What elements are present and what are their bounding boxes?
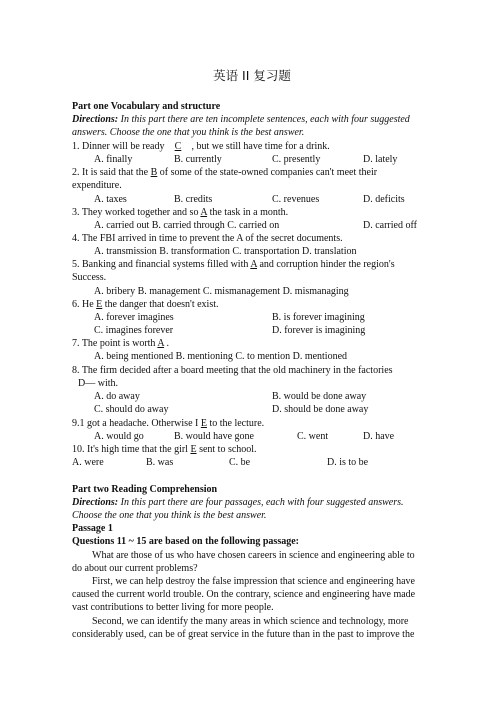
question-2-option-d: D. deficits [363, 194, 405, 205]
question-10-option-a: A. were [72, 457, 104, 468]
passage-paragraph-1-line-2: do about our current problems? [72, 563, 198, 574]
question-6-option-c: C. imagines forever [94, 325, 174, 336]
answer-mark: E [190, 444, 197, 455]
question-5-options: A. bribery B. management C. mismanagement D. mismanaging [94, 286, 349, 297]
question-3-option-d: D. carried off [363, 220, 417, 231]
part-one-directions-line2: answers. Choose the one that you think is the best answer. [72, 127, 305, 138]
question-9-option-a: A. would go [94, 431, 144, 442]
question-6-option-d: D. forever is imagining [272, 325, 366, 336]
question-3-options-abc: A. carried out B. carried through C. carried on [94, 220, 280, 231]
directions-label: Directions: [72, 114, 119, 125]
questions-range-label: Questions 11 ~ 15 are based on the following passage: [72, 536, 299, 547]
question-9-option-b: B. would have gone [174, 431, 254, 442]
question-1-option-a: A. finally [94, 154, 133, 165]
answer-mark: E [200, 418, 207, 429]
question-1-stem: 1. Dinner will be ready C , but we still have time for a drink. [72, 141, 330, 152]
question-9-stem: 9.1 got a headache. Otherwise I E to the lecture. [72, 418, 265, 429]
question-8-option-c: C. should do away [94, 404, 169, 415]
answer-mark: B [150, 167, 158, 178]
passage-paragraph-3-line-2: considerably used, can be of great service in the future than in the past to improve the [72, 629, 415, 640]
question-6-option-b: B. is forever imagining [272, 312, 365, 323]
passage-paragraph-2-line-3: vast contributions to better living for more people. [72, 602, 274, 613]
part-two-directions-line1: Directions: In this part there are four passages, each with four suggested answers. [72, 497, 404, 508]
page-title: 英语 II 复习题 [213, 68, 291, 83]
question-7-options: A. being mentioned B. mentioning C. to mention D. mentioned [94, 351, 348, 362]
question-3-stem: 3. They worked together and so A the task in a month. [72, 207, 289, 218]
question-10-stem: 10. It's high time that the girl E sent to school. [72, 444, 257, 455]
part-one-directions-line1: Directions: In this part there are ten incomplete sentences, each with four suggested [72, 114, 410, 125]
answer-mark: C [174, 141, 182, 152]
question-9-option-d: D. have [363, 431, 395, 442]
part-two-heading: Part two Reading Comprehension [72, 484, 218, 495]
answer-mark: E [96, 299, 103, 310]
question-5-stem: 5. Banking and financial systems filled with A and corruption hinder the region's [72, 259, 395, 270]
question-7-stem: 7. The point is worth A . [72, 338, 170, 349]
question-4-options: A. transmission B. transformation C. transportation D. translation [94, 246, 357, 257]
answer-mark: A [200, 207, 208, 218]
passage-paragraph-1-line-1: What are those of us who have chosen careers in science and engineering able to [92, 550, 415, 561]
question-1-option-c: C. presently [272, 154, 321, 165]
question-2-stem: 2. It is said that the B of some of the state-owned companies can't meet their [72, 167, 378, 178]
question-8-option-b: B. would be done away [272, 391, 367, 402]
passage-paragraph-2-line-2: caused the current world trouble. On the contrary, science and engineering have made [72, 589, 416, 600]
question-1-option-b: B. currently [174, 154, 222, 165]
question-8-option-d: D. should be done away [272, 404, 369, 415]
question-2-option-a: A. taxes [94, 194, 127, 205]
part-one-heading: Part one Vocabulary and structure [72, 101, 221, 112]
question-2-option-c: C. revenues [272, 194, 320, 205]
question-10-option-c: C. be [229, 457, 251, 468]
question-5-stem-continued: Success. [72, 272, 107, 283]
question-8-stem-continued: D— with. [78, 378, 118, 389]
question-8-stem: 8. The firm decided after a board meeting that the old machinery in the factories [72, 365, 393, 376]
question-6-stem: 6. He E the danger that doesn't exist. [72, 299, 219, 310]
answer-mark: A [250, 259, 257, 270]
passage-label: Passage 1 [72, 523, 113, 534]
question-10-option-d: D. is to be [327, 457, 369, 468]
passage-paragraph-3-line-1: Second, we can identify the many areas in which science and technology, more [92, 616, 409, 627]
question-9-option-c: C. went [297, 431, 329, 442]
part-two-directions-line2: Choose the one that you think is the best answer. [72, 510, 267, 521]
question-10-option-b: B. was [146, 457, 174, 468]
question-2-option-b: B. credits [174, 194, 213, 205]
directions-label: Directions: [72, 497, 119, 508]
question-4-stem: 4. The FBI arrived in time to prevent the A of the secret documents. [72, 233, 343, 244]
question-1-option-d: D. lately [363, 154, 398, 165]
question-6-option-a: A. forever imagines [94, 312, 174, 323]
passage-paragraph-2-line-1: First, we can help destroy the false impression that science and engineering have [92, 576, 415, 587]
question-8-option-a: A. do away [94, 391, 140, 402]
question-2-stem-continued: expenditure. [72, 180, 122, 191]
answer-mark: A [157, 338, 165, 349]
